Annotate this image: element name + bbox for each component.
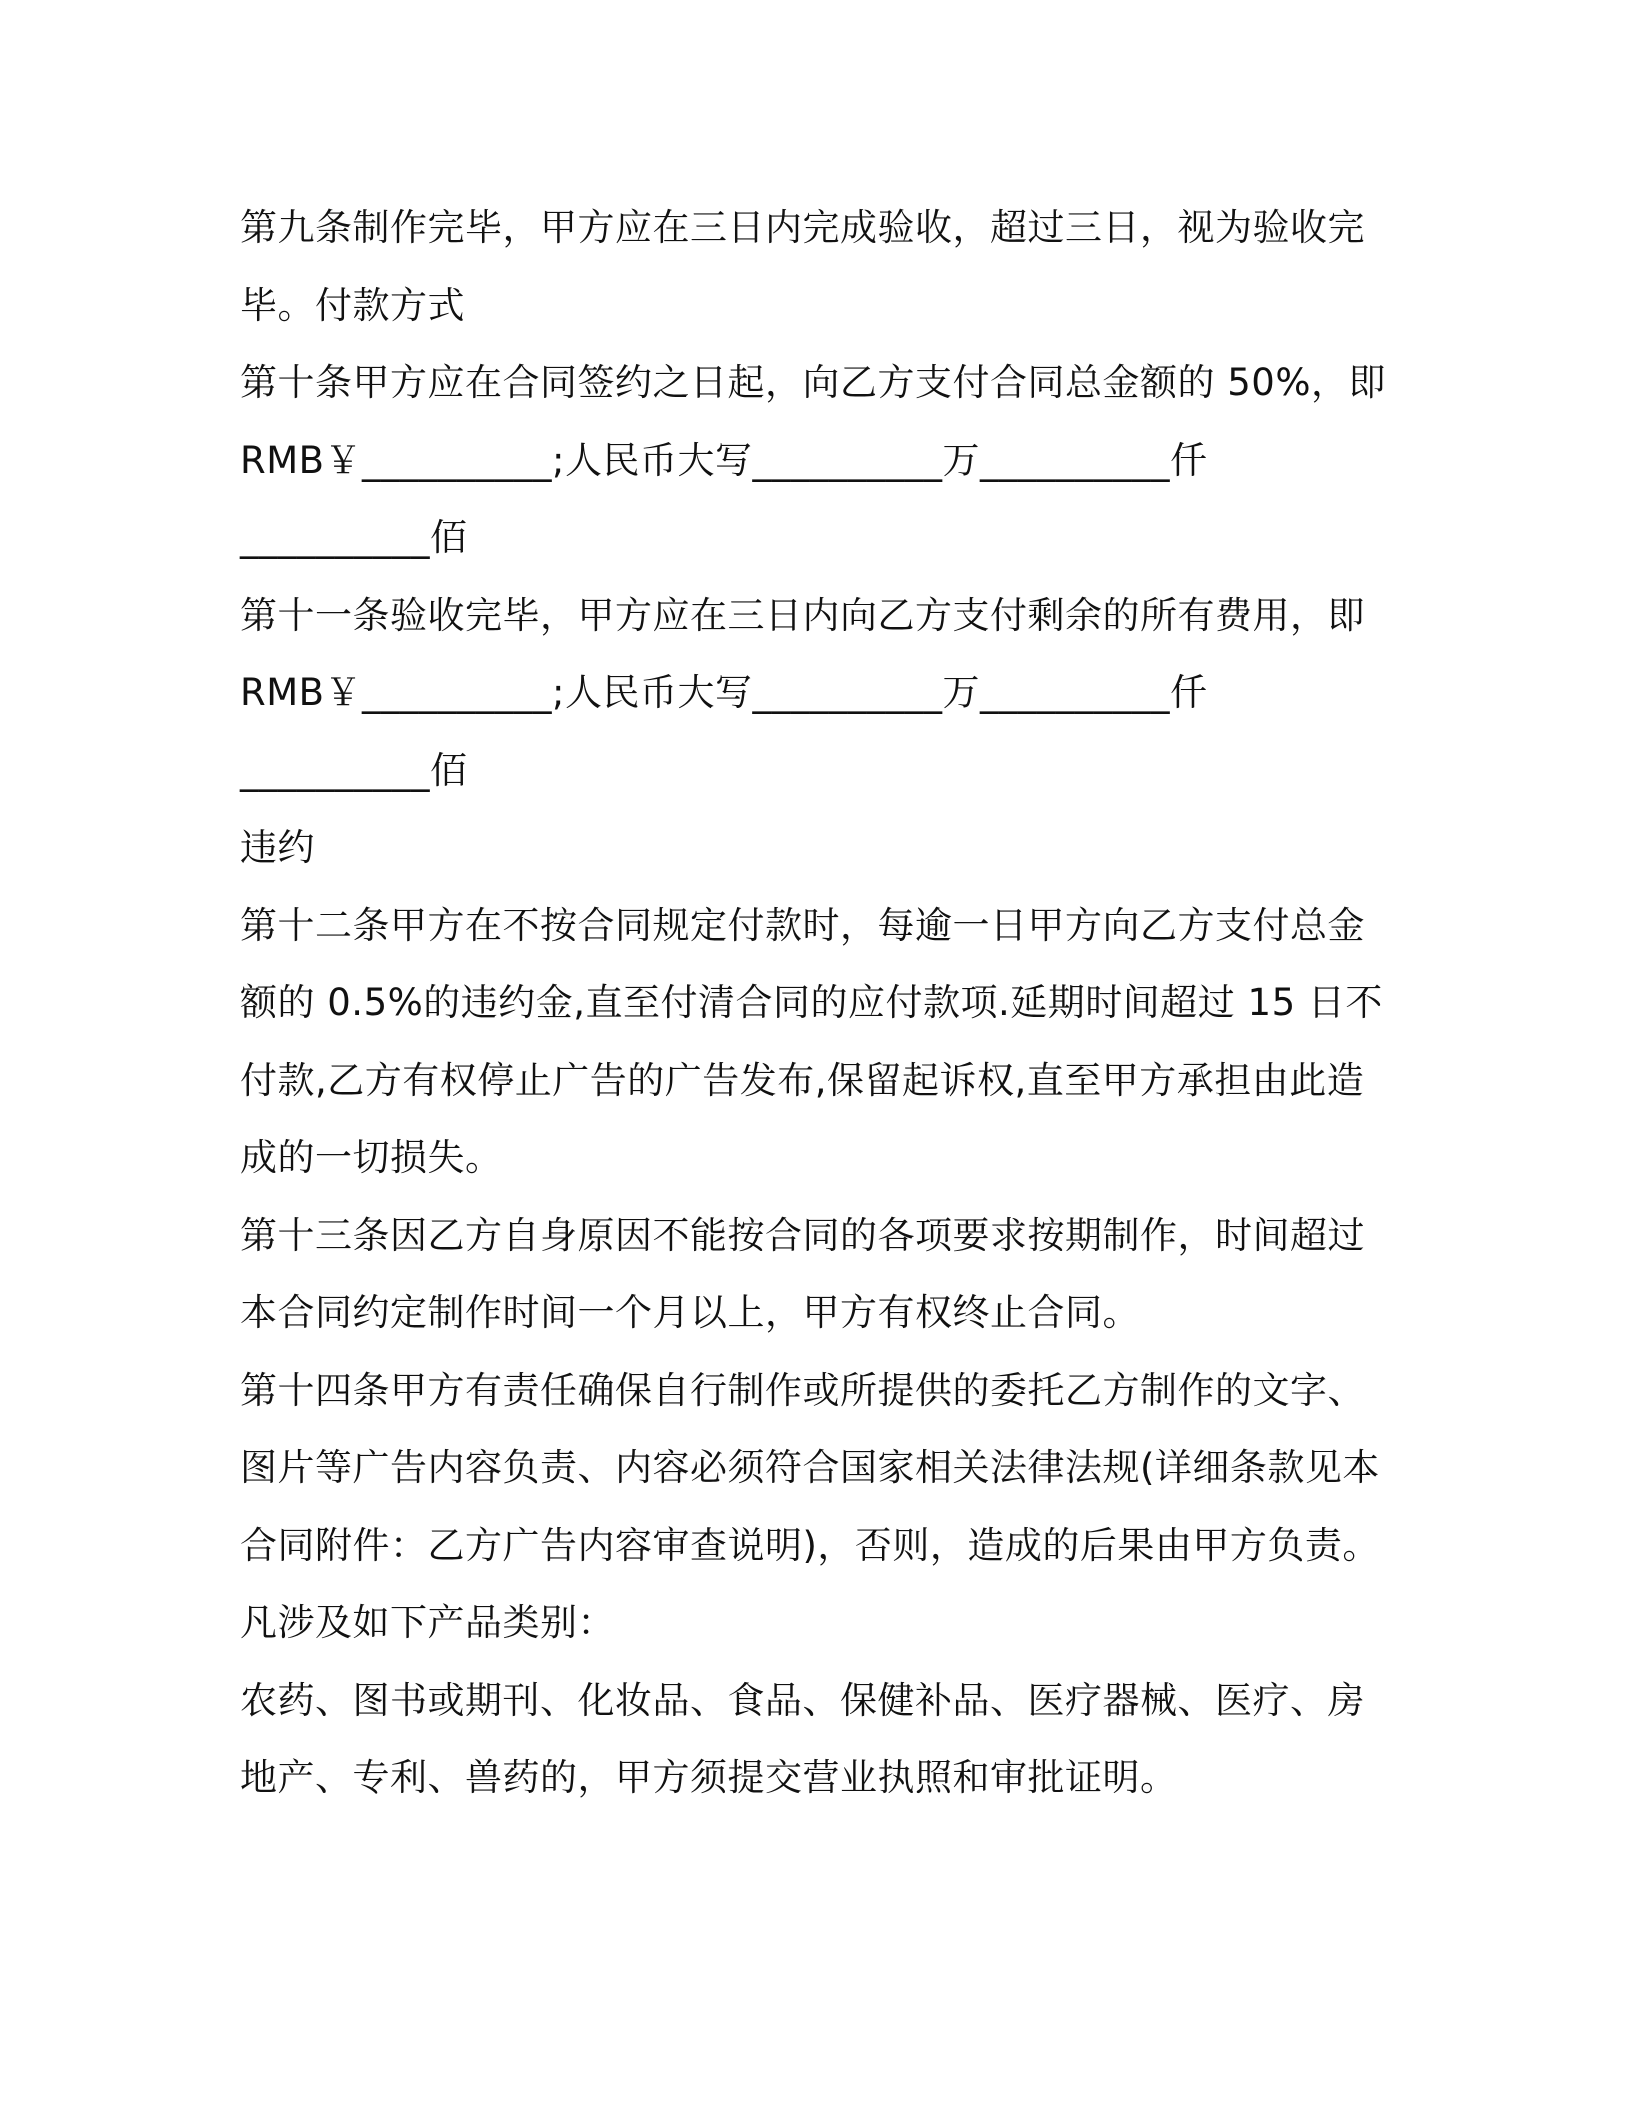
text-line: 农药、图书或期刊、化妆品、食品、保健补品、医疗器械、医疗、房 bbox=[240, 1678, 1365, 1722]
text-line: 第十二条甲方在不按合同规定付款时，每逾一日甲方向乙方支付总金 bbox=[240, 903, 1365, 947]
text-line: 地产、专利、兽药的，甲方须提交营业执照和审批证明。 bbox=[240, 1756, 1178, 1799]
text-line: 合同附件：乙方广告内容审查说明)，否则，造成的后果由甲方负责。 bbox=[240, 1523, 1380, 1567]
text-line: 第九条制作完毕，甲方应在三日内完成验收，超过三日，视为验收完 bbox=[240, 206, 1365, 249]
text-line: 付款,乙方有权停止广告的广告发布,保留起诉权,直至甲方承担由此造 bbox=[240, 1058, 1365, 1102]
text-line: RMB￥__________;人民币大写__________万__________仟 bbox=[240, 438, 1208, 482]
text-line: 成的一切损失。 bbox=[240, 1136, 503, 1179]
text-line: 本合同约定制作时间一个月以上，甲方有权终止合同。 bbox=[240, 1291, 1140, 1334]
text-line: 额的 0.5%的违约金,直至付清合同的应付款项.延期时间超过 15 日不 bbox=[240, 981, 1383, 1024]
text-line: 图片等广告内容负责、内容必须符合国家相关法律法规(详细条款见本 bbox=[240, 1446, 1380, 1489]
text-line: 第十一条验收完毕，甲方应在三日内向乙方支付剩余的所有费用，即 bbox=[240, 593, 1365, 637]
text-line: 凡涉及如下产品类别： bbox=[240, 1601, 615, 1644]
text-line: RMB￥__________;人民币大写__________万__________仟 bbox=[240, 671, 1208, 714]
text-line: __________佰 bbox=[240, 516, 468, 559]
text-line: 第十条甲方应在合同签约之日起，向乙方支付合同总金额的 50%，即 bbox=[240, 361, 1386, 404]
text-line: __________佰 bbox=[240, 748, 468, 792]
section-heading: 违约 bbox=[240, 826, 315, 869]
text-line: 毕。付款方式 bbox=[240, 283, 465, 327]
text-line: 第十四条甲方有责任确保自行制作或所提供的委托乙方制作的文字、 bbox=[240, 1368, 1365, 1412]
document-body bbox=[240, 189, 1386, 1817]
text-line: 第十三条因乙方自身原因不能按合同的各项要求按期制作，时间超过 bbox=[240, 1213, 1365, 1257]
